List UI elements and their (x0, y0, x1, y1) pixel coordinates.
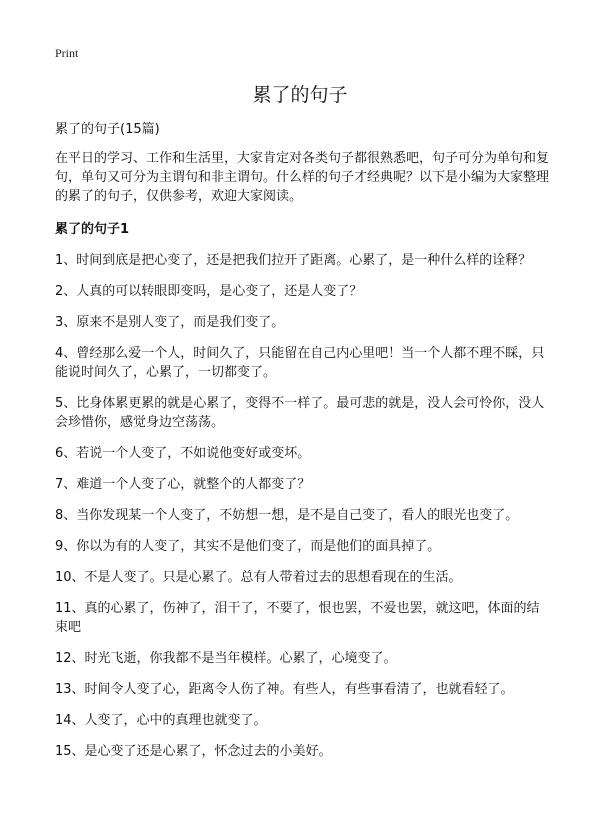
list-item: 6、若说一个人变了，不如说他变好或变坏。 (55, 446, 311, 461)
list-item: 11、真的心累了，伤神了，泪干了，不要了，恨也罢，不爱也罢，就这吧，体面的结束吧 (55, 601, 540, 635)
article-subtitle: 累了的句子(15篇) (55, 122, 160, 137)
section-heading: 累了的句子1 (55, 222, 130, 237)
list-item: 9、你以为有的人变了，其实不是他们变了，而是他们的面具掉了。 (55, 539, 441, 554)
list-item: 15、是心变了还是心累了，怀念过去的小美好。 (55, 744, 332, 759)
list-item: 10、不是人变了。只是心累了。总有人带着过去的思想看现在的生活。 (55, 570, 462, 585)
page-title: 累了的句子 (252, 84, 348, 106)
list-item: 7、难道一个人变了心，就整个的人都变了？ (55, 477, 311, 492)
list-item: 12、时光飞逝，你我都不是当年模样。心累了，心境变了。 (55, 651, 397, 666)
list-item: 8、当你发现某一个人变了，不妨想一想，是不是自己变了，看人的眼光也变了。 (55, 508, 519, 523)
list-item: 4、曾经那么爱一个人，时间久了，只能留在自己内心里吧！当一个人都不理不睬，只能说时间久了，心累了，一切都变了。 (55, 346, 545, 380)
list-item: 13、时间令人变了心，距离令人伤了神。有些人，有些事看清了，也就看轻了。 (55, 682, 514, 697)
list-item: 1、时间到底是把心变了，还是把我们拉开了距离。心累了，是一种什么样的诠释？ (55, 253, 532, 268)
print-link[interactable]: Print (55, 46, 79, 60)
list-item: 2、人真的可以转眼即变吗，是心变了，还是人变了？ (55, 284, 363, 299)
list-item: 5、比身体累更累的就是心累了，变得不一样了。最可悲的就是，没人会可怜你，没人会珍惜你，感觉身边空荡荡。 (55, 396, 545, 430)
list-item: 3、原来不是别人变了，而是我们变了。 (55, 315, 285, 330)
intro-paragraph: 在平日的学习、工作和生活里，大家肯定对各类句子都很熟悉吧，句子可分为单句和复句，单句又可分为主谓句和非主谓句。什么样的句子才经典呢？以下是小编为大家整理的累了的句子，仅供参考，欢迎大家阅读。 (55, 151, 550, 204)
list-item: 14、人变了，心中的真理也就变了。 (55, 713, 267, 728)
article-body (55, 120, 550, 773)
